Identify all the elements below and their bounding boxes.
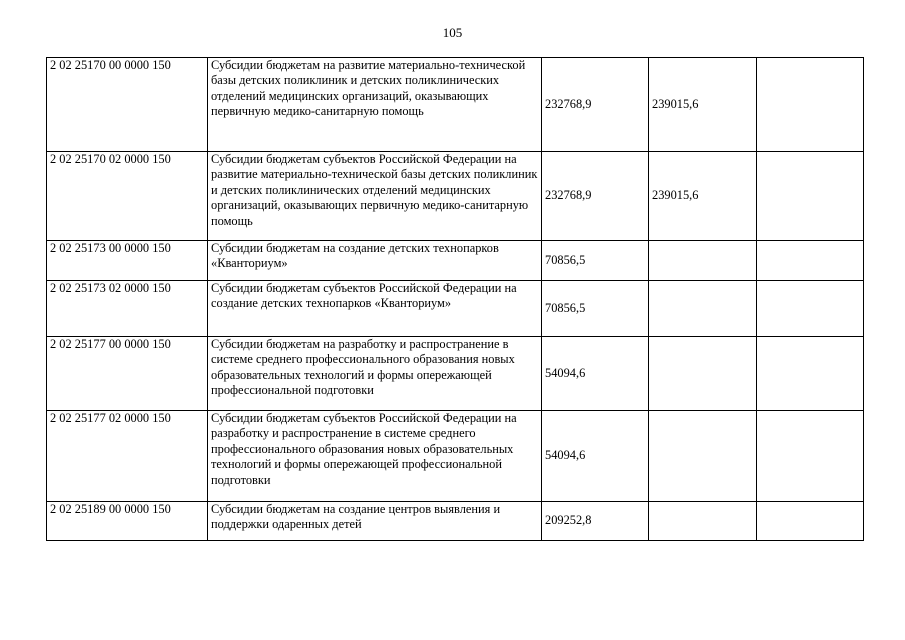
- amount-column-1: 54094,6: [542, 337, 649, 411]
- budget-code: 2 02 25170 02 0000 150: [47, 152, 208, 241]
- budget-table: [46, 57, 864, 541]
- table-row: [47, 241, 864, 281]
- page-number: 105: [442, 25, 463, 40]
- table-row: [47, 281, 864, 337]
- amount-column-2: 239015,6: [649, 58, 757, 152]
- amount-column-2: [649, 502, 757, 541]
- amount-column-1: 70856,5: [542, 281, 649, 337]
- amount-column-3: [757, 337, 864, 411]
- amount-column-1: 232768,9: [542, 58, 649, 152]
- budget-code: 2 02 25173 02 0000 150: [47, 281, 208, 337]
- item-description: Субсидии бюджетам на развитие материально-технической базы детских поликлиник и детских поликлинических отделений медицинских организаций, оказывающих первичную медико-санитарную помощь: [208, 58, 542, 152]
- amount-column-2: 239015,6: [649, 152, 757, 241]
- amount-column-3: [757, 411, 864, 502]
- table-row: [47, 411, 864, 502]
- table-row: [47, 58, 864, 152]
- item-description: Субсидии бюджетам на разработку и распространение в системе среднего профессионального образования новых образовательных технологий и формы опережающей профессиональной подготовки: [208, 337, 542, 411]
- amount-column-3: [757, 281, 864, 337]
- amount-column-2: [649, 241, 757, 281]
- item-description: Субсидии бюджетам субъектов Российской Федерации на развитие материально-технической базы детских поликлиник и детских поликлинических отделений медицинских организаций, оказывающих первичную медико-санитарную помощь: [208, 152, 542, 241]
- amount-column-1: 54094,6: [542, 411, 649, 502]
- budget-code: 2 02 25173 00 0000 150: [47, 241, 208, 281]
- amount-column-3: [757, 58, 864, 152]
- amount-column-2: [649, 337, 757, 411]
- budget-code: 2 02 25189 00 0000 150: [47, 502, 208, 541]
- amount-column-3: [757, 241, 864, 281]
- item-description: Субсидии бюджетам на создание центров выявления и поддержки одаренных детей: [208, 502, 542, 541]
- item-description: Субсидии бюджетам субъектов Российской Федерации на разработку и распространение в системе среднего профессионального образования новых образовательных технологий и формы опережающей профессиональной подготовки: [208, 411, 542, 502]
- table-row: [47, 152, 864, 241]
- item-description: Субсидии бюджетам субъектов Российской Федерации на создание детских технопарков «Кванториум»: [208, 281, 542, 337]
- amount-column-1: 70856,5: [542, 241, 649, 281]
- item-description: Субсидии бюджетам на создание детских технопарков «Кванториум»: [208, 241, 542, 281]
- budget-code: 2 02 25177 02 0000 150: [47, 411, 208, 502]
- table-row: [47, 337, 864, 411]
- budget-code: 2 02 25170 00 0000 150: [47, 58, 208, 152]
- amount-column-2: [649, 411, 757, 502]
- budget-code: 2 02 25177 00 0000 150: [47, 337, 208, 411]
- amount-column-3: [757, 152, 864, 241]
- table-row: [47, 502, 864, 541]
- amount-column-3: [757, 502, 864, 541]
- amount-column-1: 209252,8: [542, 502, 649, 541]
- amount-column-1: 232768,9: [542, 152, 649, 241]
- amount-column-2: [649, 281, 757, 337]
